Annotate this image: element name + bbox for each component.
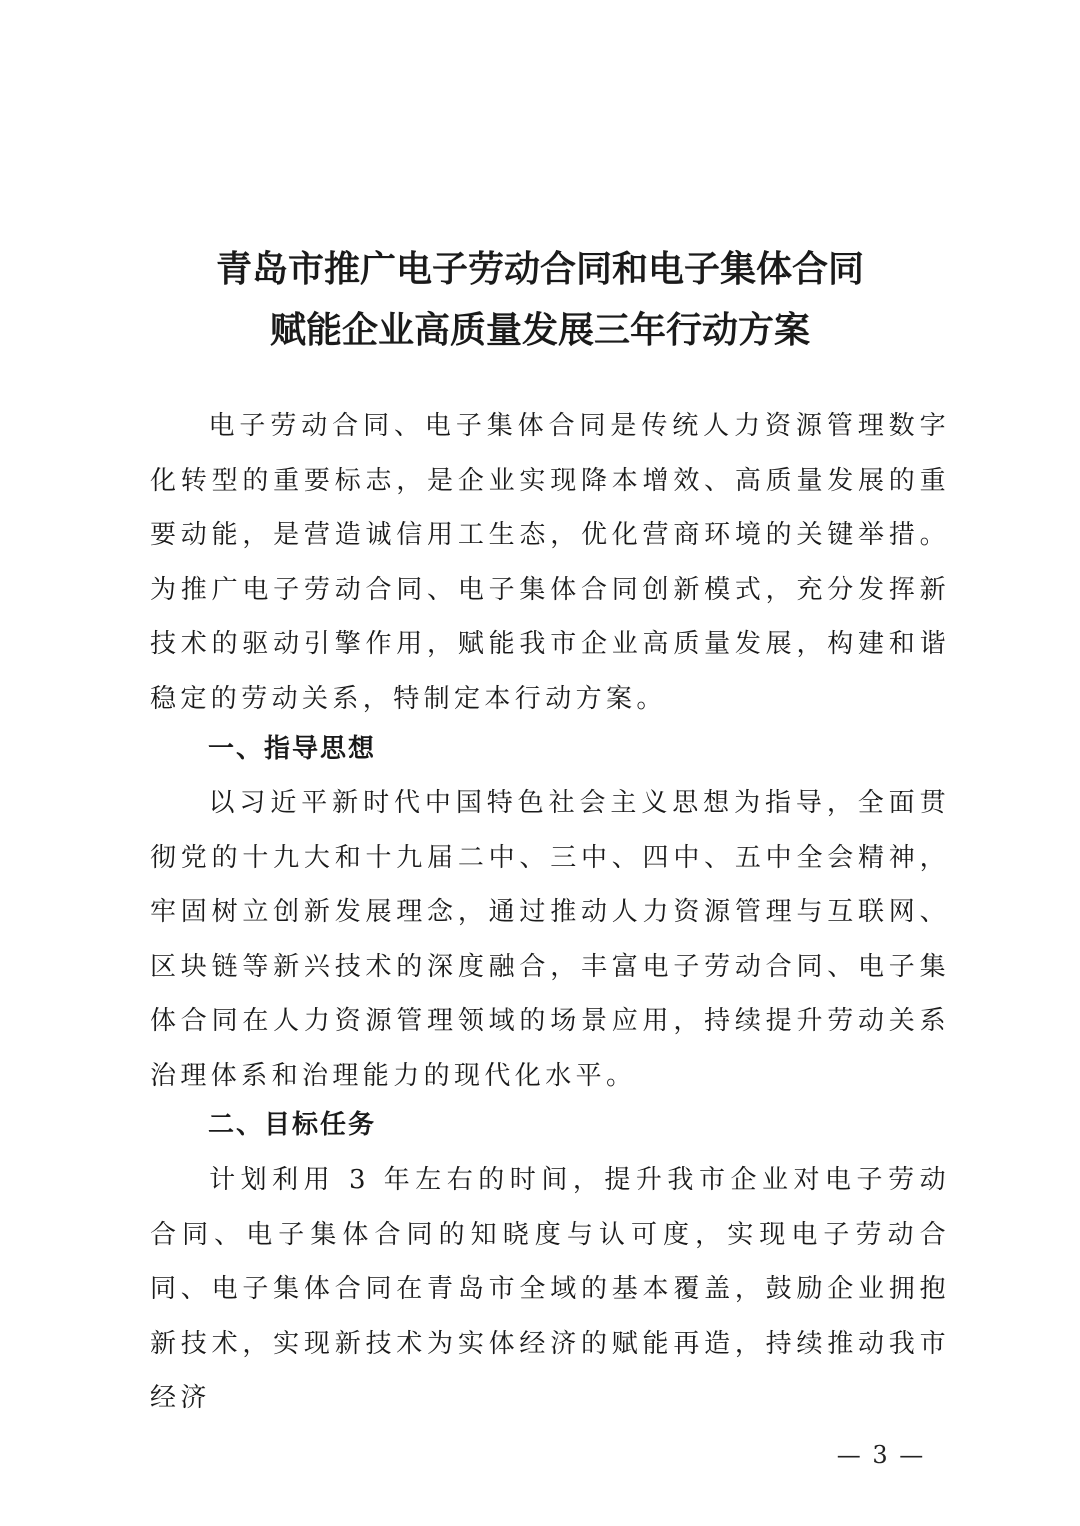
guiding-thought-paragraph-text: 以习近平新时代中国特色社会主义思想为指导，全面贯彻党的十九大和十九届二中、三中、四中、五中全会精神，牢固树立创新发展理念，通过推动人力资源管理与互联网、区块链等新兴技术的深度融合，丰富电子劳动合同、电子集体合同在人力资源管理领域的场景应用，持续提升劳动关系治理体系和治理能力的现代化水平。 — [150, 788, 950, 1091]
section-heading-goals-tasks: 二、目标任务 — [208, 1110, 377, 1140]
intro-paragraph — [150, 399, 950, 726]
guiding-thought-paragraph — [150, 776, 950, 1103]
goals-tasks-paragraph-text: 计划利用 3 年左右的时间，提升我市企业对电子劳动合同、电子集体合同的知晓度与认可度，实现电子劳动合同、电子集体合同在青岛市全域的基本覆盖，鼓励企业拥抱新技术，实现新技术为实体经济的赋能再造，持续推动我市经济 — [150, 1165, 950, 1413]
goals-tasks-paragraph — [150, 1153, 950, 1426]
section-heading-guiding-thought: 一、指导思想 — [208, 734, 377, 764]
intro-paragraph-text: 电子劳动合同、电子集体合同是传统人力资源管理数字化转型的重要标志，是企业实现降本增效、高质量发展的重要动能，是营造诚信用工生态，优化营商环境的关键举措。为推广电子劳动合同、电子集体合同创新模式，充分发挥新技术的驱动引擎作用，赋能我市企业高质量发展，构建和谐稳定的劳动关系，特制定本行动方案。 — [150, 411, 950, 714]
document-title-line-2: 赋能企业高质量发展三年行动方案 — [269, 309, 810, 351]
document-title-line-1: 青岛市推广电子劳动合同和电子集体合同 — [215, 248, 864, 290]
page-number: — 3 — — [836, 1441, 926, 1469]
